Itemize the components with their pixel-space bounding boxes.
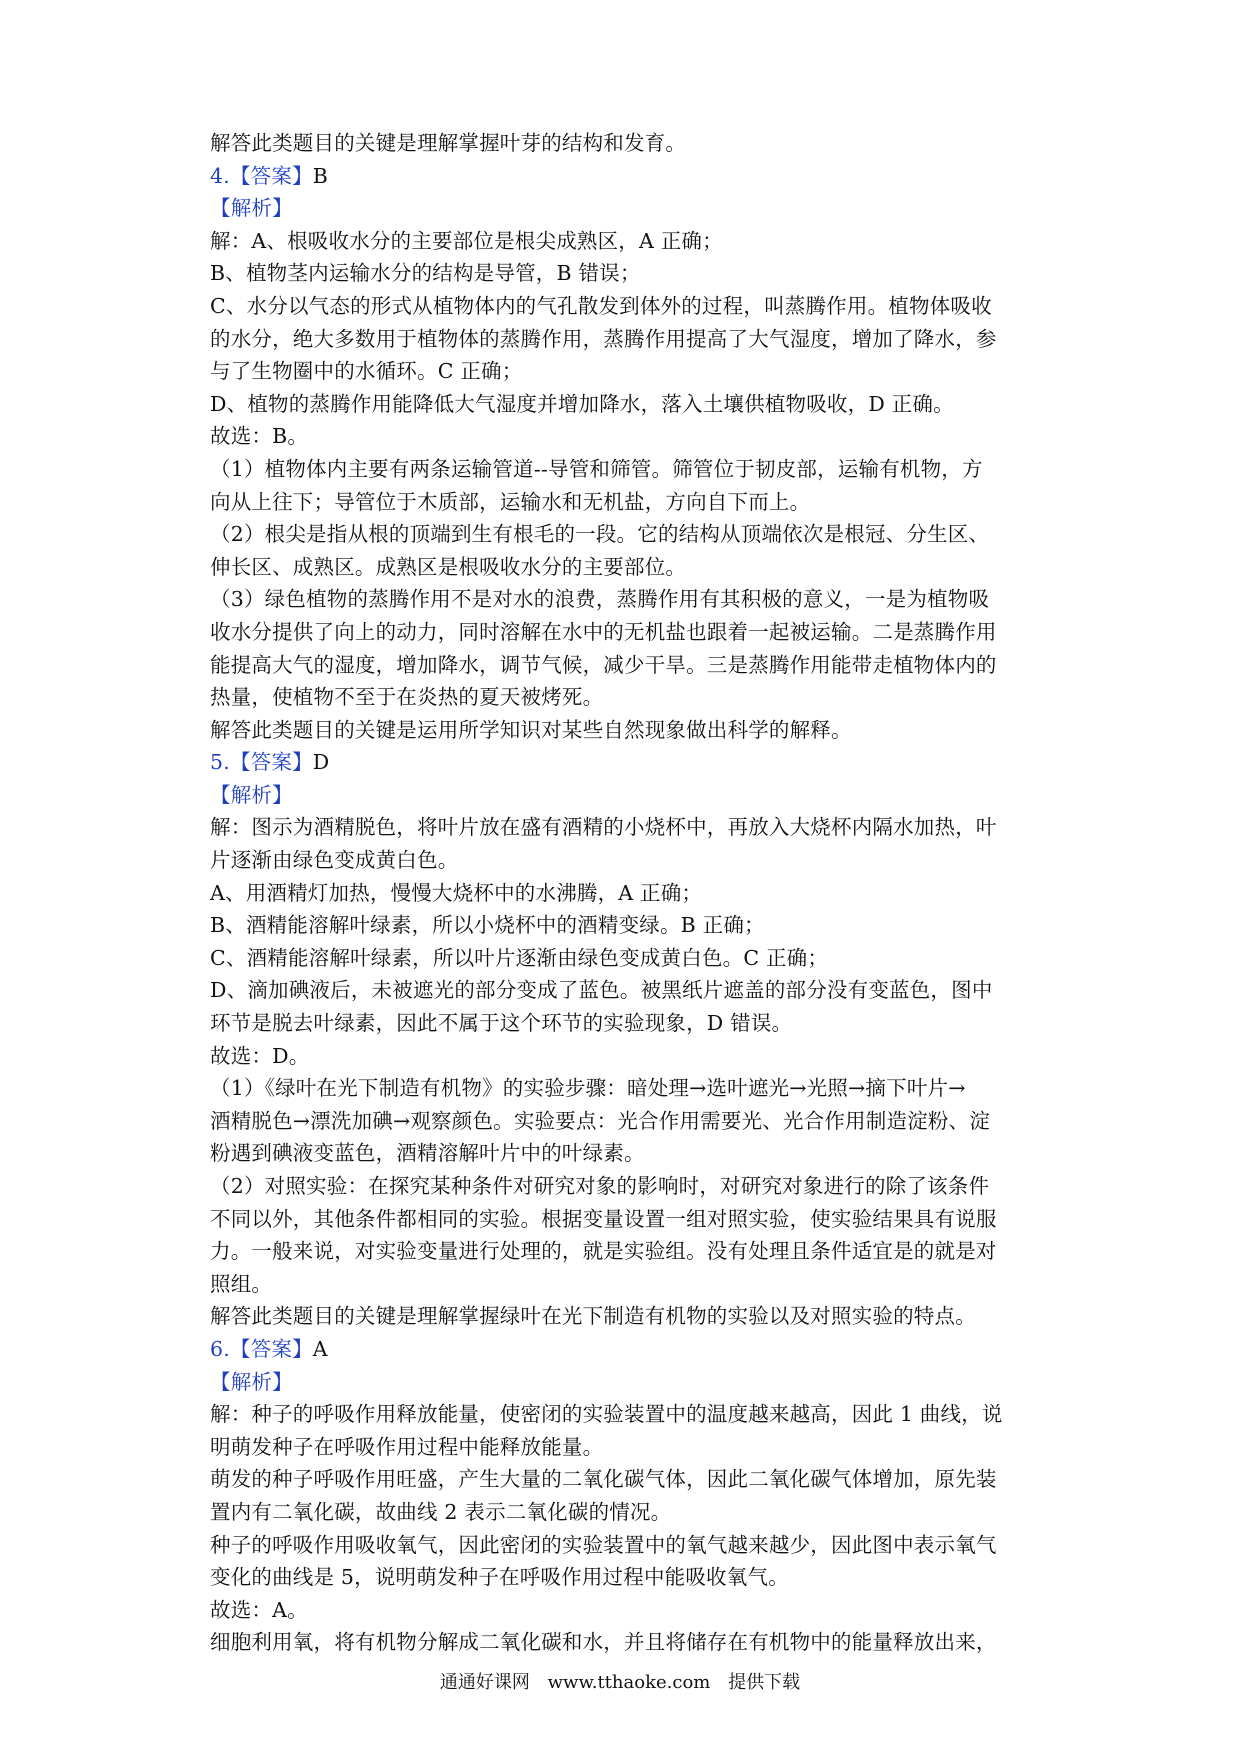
text-line: 故选：D。 bbox=[210, 1043, 310, 1068]
text-line: 细胞利用氧，将有机物分解成二氧化碳和水，并且将储存在有机物中的能量释放出来， bbox=[210, 1630, 997, 1655]
analysis-heading: 【解析】 bbox=[210, 782, 293, 807]
answer-val: A bbox=[312, 1336, 328, 1361]
answer-num: 4. bbox=[210, 163, 230, 188]
text-line: B、酒精能溶解叶绿素，所以小烧杯中的酒精变绿。B 正确； bbox=[210, 913, 765, 938]
answer-num: 6. bbox=[210, 1336, 230, 1361]
text-line: 酒精脱色→漂洗加碘→观察颜色。实验要点：光合作用需要光、光合作用制造淀粉、淀 bbox=[210, 1108, 990, 1133]
text-line: A、用酒精灯加热，慢慢大烧杯中的水沸腾，A 正确； bbox=[210, 880, 703, 905]
text-line: D、植物的蒸腾作用能降低大气湿度并增加降水，落入土壤供植物吸收，D 正确。 bbox=[210, 391, 954, 416]
text-line: 解：图示为酒精脱色，将叶片放在盛有酒精的小烧杯中，再放入大烧杯内隔水加热，叶 bbox=[210, 815, 997, 840]
analysis-heading: 【解析】 bbox=[210, 196, 293, 221]
text-line: 明萌发种子在呼吸作用过程中能释放能量。 bbox=[210, 1434, 604, 1459]
text-line: （2）根尖是指从根的顶端到生有根毛的一段。它的结构从顶端依次是根冠、分生区、 bbox=[210, 522, 990, 547]
text-line: 解：A、根吸收水分的主要部位是根尖成熟区，A 正确； bbox=[210, 228, 723, 253]
text-line: 力。一般来说，对实验变量进行处理的，就是实验组。没有处理且条件适宜是的就是对 bbox=[210, 1239, 997, 1264]
answer-num: 5. bbox=[210, 750, 230, 775]
text-line: 种子的呼吸作用吸收氧气，因此密闭的实验装置中的氧气越来越少，因此图中表示氧气 bbox=[210, 1532, 997, 1557]
footer-download-text: 提供下载 bbox=[728, 1672, 801, 1693]
text-line: 收水分提供了向上的动力，同时溶解在水中的无机盐也跟着一起被运输。二是蒸腾作用 bbox=[210, 619, 997, 644]
text-line: （3）绿色植物的蒸腾作用不是对水的浪费，蒸腾作用有其积极的意义，一是为植物吸 bbox=[210, 587, 990, 612]
text-line: 环节是脱去叶绿素，因此不属于这个环节的实验现象，D 错误。 bbox=[210, 1011, 793, 1036]
answer-tag: 【答案】 bbox=[229, 750, 313, 775]
text-line: 粉遇到碘液变蓝色，酒精溶解叶片中的叶绿素。 bbox=[210, 1141, 645, 1166]
text-line: 能提高大气的湿度，增加降水，调节气候，减少干旱。三是蒸腾作用能带走植物体内的 bbox=[210, 652, 997, 677]
text-line: 故选：A。 bbox=[210, 1597, 308, 1622]
text-line: 的水分，绝大多数用于植物体的蒸腾作用，蒸腾作用提高了大气湿度，增加了降水，参 bbox=[210, 326, 997, 351]
answer-line bbox=[210, 160, 1040, 193]
text-line: 变化的曲线是 5，说明萌发种子在呼吸作用过程中能吸收氧气。 bbox=[210, 1565, 789, 1590]
text-line: 热量，使植物不至于在炎热的夏天被烤死。 bbox=[210, 685, 604, 710]
footer-site-name: 通通好课网 bbox=[439, 1672, 530, 1693]
answer-tag: 【答案】 bbox=[229, 1336, 313, 1361]
text-line: D、滴加碘液后，未被遮光的部分变成了蓝色。被黑纸片遮盖的部分没有变蓝色，图中 bbox=[210, 978, 993, 1003]
text-line: 与了生物圈中的水循环。C 正确； bbox=[210, 359, 523, 384]
text-line: B、植物茎内运输水分的结构是导管，B 错误； bbox=[210, 261, 641, 286]
text-line: 照组。 bbox=[210, 1271, 273, 1296]
answer-val: B bbox=[312, 163, 329, 188]
text-line: C、水分以气态的形式从植物体内的气孔散发到体外的过程，叫蒸腾作用。植物体吸收 bbox=[210, 293, 992, 318]
text-line: 解答此类题目的关键是理解掌握绿叶在光下制造有机物的实验以及对照实验的特点。 bbox=[210, 1304, 976, 1329]
text-line: 伸长区、成熟区。成熟区是根吸收水分的主要部位。 bbox=[210, 554, 687, 579]
text-line: 置内有二氧化碳，故曲线 2 表示二氧化碳的情况。 bbox=[210, 1499, 672, 1524]
text-line: 不同以外，其他条件都相同的实验。根据变量设置一组对照实验，使实验结果具有说服 bbox=[210, 1206, 997, 1231]
footer-url-link[interactable]: www.tthaoke.com bbox=[547, 1672, 711, 1693]
answer-tag: 【答案】 bbox=[229, 163, 313, 188]
page-footer bbox=[0, 1668, 1240, 1694]
text-line: （1）植物体内主要有两条运输管道--导管和筛管。筛管位于韧皮部，运输有机物，方 bbox=[210, 456, 983, 481]
text-line: 故选：B。 bbox=[210, 424, 309, 449]
answer-line bbox=[210, 746, 1040, 779]
text-line: 向从上往下；导管位于木质部，运输水和无机盐，方向自下而上。 bbox=[210, 489, 811, 514]
document-body bbox=[210, 127, 1040, 1659]
text-line: 解：种子的呼吸作用释放能量，使密闭的实验装置中的温度越来越高，因此 1 曲线，说 bbox=[210, 1402, 1003, 1427]
text-line: （1）《绿叶在光下制造有机物》的实验步骤：暗处理→选叶遮光→光照→摘下叶片→ bbox=[210, 1076, 966, 1101]
answer-val: D bbox=[312, 750, 330, 775]
text-line: 萌发的种子呼吸作用旺盛，产生大量的二氧化碳气体，因此二氧化碳气体增加，原先装 bbox=[210, 1467, 997, 1492]
text-line: 解答此类题目的关键是运用所学知识对某些自然现象做出科学的解释。 bbox=[210, 717, 852, 742]
analysis-heading: 【解析】 bbox=[210, 1369, 293, 1394]
answer-line bbox=[210, 1333, 1040, 1366]
text-line: 片逐渐由绿色变成黄白色。 bbox=[210, 848, 459, 873]
text-line: （2）对照实验：在探究某种条件对研究对象的影响时，对研究对象进行的除了该条件 bbox=[210, 1174, 990, 1198]
text-line: 解答此类题目的关键是理解掌握叶芽的结构和发育。 bbox=[210, 131, 687, 155]
text-line: C、酒精能溶解叶绿素，所以叶片逐渐由绿色变成黄白色。C 正确； bbox=[210, 945, 829, 970]
